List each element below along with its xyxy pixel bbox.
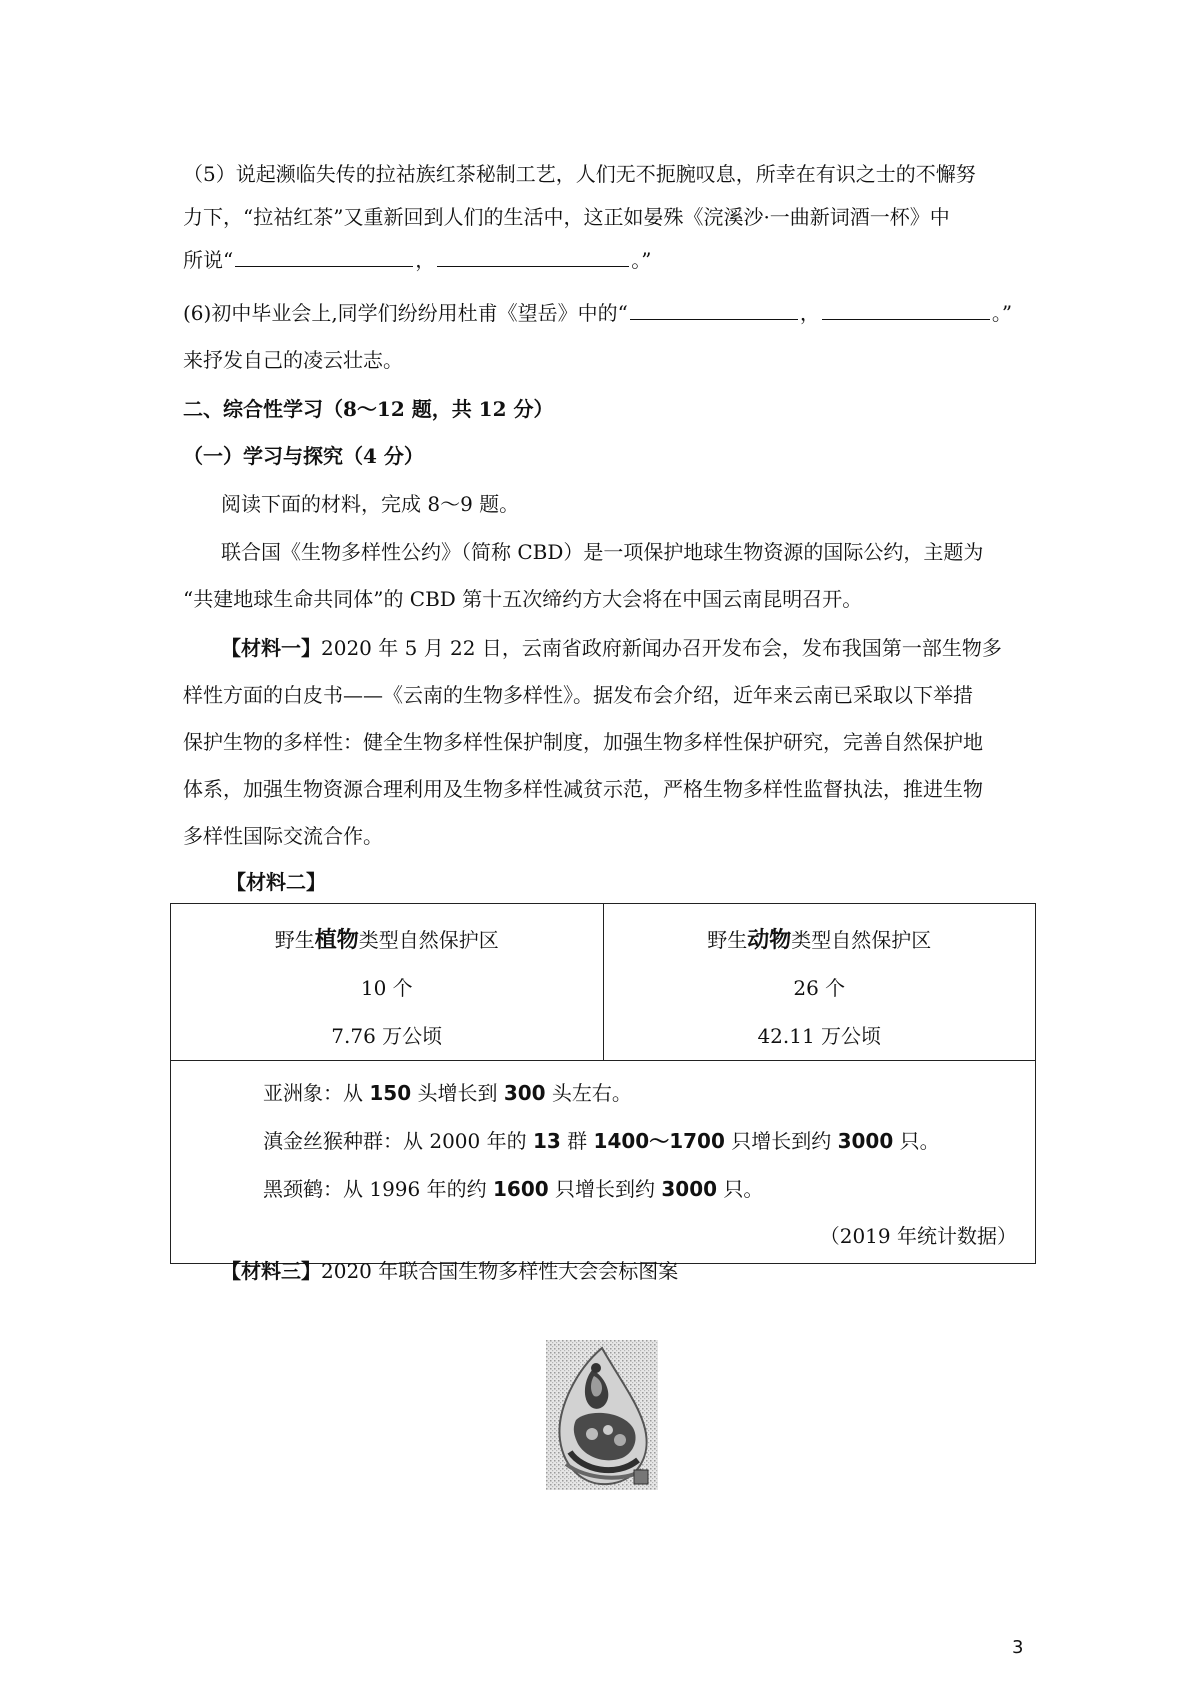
material3-label: 【材料三】 [221, 1259, 321, 1283]
material3-line: 【材料三】2020 年联合国生物多样性大会会标图案 [221, 1259, 679, 1283]
q5-line-2: 力下，“拉祜红茶”又重新回到人们的生活中，这正如晏殊《浣溪沙·一曲新词酒一杯》中 [183, 205, 950, 229]
page-number: 3 [1012, 1637, 1024, 1658]
animal-reserve-cell: 野生动物类型自然保护区 26 个 42.11 万公顷 [603, 904, 1036, 1061]
animal-reserve-count: 26 个 [793, 976, 846, 1000]
intro-line-2: “共建地球生命共同体”的 CBD 第十五次缔约方大会将在中国云南昆明召开。 [183, 587, 863, 611]
intro-line-1: 联合国《生物多样性公约》（简称 CBD）是一项保护地球生物资源的国际公约，主题为 [221, 540, 984, 564]
plant-reserve-cell: 野生植物类型自然保护区 10 个 7.76 万公顷 [171, 904, 604, 1061]
material1-line-5: 多样性国际交流合作。 [183, 824, 383, 848]
material1-line-4: 体系，加强生物资源合理利用及生物多样性减贫示范，严格生物多样性监督执法，推进生物 [183, 777, 983, 801]
material1-line-2: 样性方面的白皮书——《云南的生物多样性》。据发布会介绍，近年来云南已采取以下举措 [183, 683, 973, 707]
stat-asian-elephant: 亚洲象：从 150 头增长到 300 头左右。 [263, 1081, 632, 1105]
answer-blank[interactable] [235, 246, 413, 267]
q5-line-3: 所说“ ， 。” [183, 248, 652, 272]
section-heading: 二、综合性学习（8～12 题，共 12 分） [183, 397, 554, 421]
answer-blank[interactable] [822, 299, 990, 320]
stats-note: （2019 年统计数据） [819, 1224, 1017, 1248]
animal-reserve-area: 42.11 万公顷 [757, 1024, 882, 1048]
q5-line-1: （5）说起濒临失传的拉祜族红茶秘制工艺，人们无不扼腕叹息，所幸在有识之士的不懈努 [183, 162, 976, 186]
material2-table [170, 903, 1036, 1264]
sub-heading: （一）学习与探究（4 分） [183, 444, 424, 468]
material1-line-1: 【材料一】2020 年 5 月 22 日，云南省政府新闻办召开发布会，发布我国第一部生物多 [221, 636, 1002, 660]
instruction: 阅读下面的材料，完成 8～9 题。 [221, 492, 520, 516]
material2-label: 【材料二】 [226, 870, 326, 894]
population-stats-cell [171, 1061, 1036, 1264]
material1-line-3: 保护生物的多样性：健全生物多样性保护制度，加强生物多样性保护研究，完善自然保护地 [183, 730, 983, 754]
stat-golden-monkey: 滇金丝猴种群：从 2000 年的 13 群 1400～1700 只增长到约 3000 只。 [263, 1129, 940, 1153]
conference-logo-image [546, 1340, 658, 1490]
material1-label: 【材料一】 [221, 636, 321, 660]
plant-reserve-count: 10 个 [360, 976, 413, 1000]
answer-blank[interactable] [437, 246, 629, 267]
stat-black-necked-crane: 黑颈鹤：从 1996 年的约 1600 只增长到约 3000 只。 [263, 1177, 764, 1201]
q6-line-1: (6)初中毕业会上,同学们纷纷用杜甫《望岳》中的“ ， 。” [183, 301, 1013, 325]
q6-line-2: 来抒发自己的凌云壮志。 [183, 348, 403, 372]
plant-reserve-area: 7.76 万公顷 [331, 1024, 443, 1048]
answer-blank[interactable] [630, 299, 798, 320]
